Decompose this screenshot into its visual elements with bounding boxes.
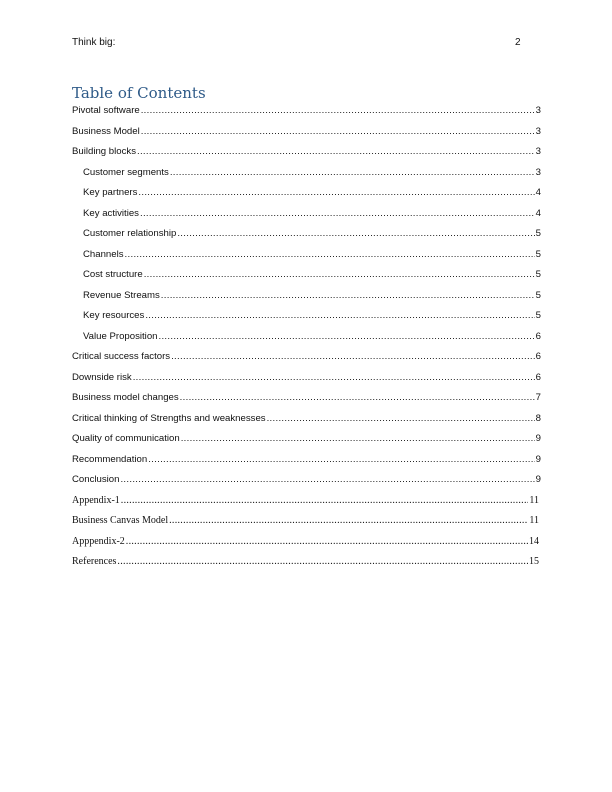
toc-dot-leader [141,125,535,139]
toc-entry-label: Quality of communication [72,433,180,444]
toc-entry-label: Appendix-1 [72,494,120,506]
toc-entry-page: 3 [535,146,541,157]
toc-entry-page: 4 [535,207,541,219]
toc-entry-label: Apppendix-2 [72,535,125,547]
toc-entry[interactable] [72,125,541,139]
toc-entry-page: 5 [535,289,541,301]
toc-entry-label: Customer segments [83,166,169,178]
toc-entry-label: Downside risk [72,371,132,383]
toc-entry-label: Revenue Streams [83,289,160,301]
toc-entry-page: 6 [535,371,541,383]
toc-dot-leader [137,145,535,159]
toc-entry[interactable] [83,248,541,262]
toc-entry-page: 14 [529,535,539,547]
toc-dot-leader [180,391,535,405]
toc-entry-label: Business Model [72,125,140,137]
toc-entry[interactable] [83,227,541,241]
toc-entry[interactable] [83,309,541,323]
toc-entry-label: Recommendation [72,453,148,465]
toc-entry-label: Customer relationship [83,228,177,239]
toc-entry-label: Conclusion [72,474,120,485]
toc-entry-label: Critical thinking of Strengths and weaknesses [72,412,266,424]
toc-entry-page: 9 [535,453,541,465]
toc-dot-leader [170,166,535,180]
page-number: 2 [515,37,521,48]
toc-entry[interactable] [72,145,541,159]
toc-entry-label: Business model changes [72,392,179,403]
toc-dot-leader [126,535,528,549]
toc-entry-page: 5 [535,248,541,260]
toc-dot-leader [138,186,534,200]
toc-entry-label: Channels [83,248,124,260]
toc-dot-leader [145,309,534,323]
toc-heading: Table of Contents [72,84,206,102]
toc-entry-page: 5 [535,269,541,280]
toc-entry-label: Pivotal software [72,105,140,116]
toc-entry-label: Key partners [83,187,138,198]
toc-dot-leader [121,494,529,508]
toc-entry[interactable] [83,207,541,221]
running-header-title: Think big: [72,37,116,48]
toc-dot-leader [159,330,535,344]
toc-entry[interactable] [72,453,541,467]
toc-entry-page: 5 [535,228,541,239]
toc-entry[interactable] [72,432,541,446]
toc-entry-label: Business Canvas Model [72,515,169,526]
toc-entry[interactable] [72,555,539,569]
toc-entry-label: Critical success factors [72,351,171,362]
toc-entry-page: 11 [529,515,539,526]
toc-entry[interactable] [72,371,541,385]
toc-dot-leader [117,555,528,569]
toc-entry[interactable] [72,412,541,426]
toc-entry-page: 15 [529,556,539,567]
toc-entry[interactable] [83,186,541,200]
toc-dot-leader [181,432,535,446]
toc-dot-leader [125,248,535,262]
toc-dot-leader [141,104,535,118]
toc-entry[interactable] [72,391,541,405]
toc-entry-label: Value Proposition [83,330,158,342]
toc-entry[interactable] [72,494,539,508]
toc-dot-leader [169,514,528,528]
toc-dot-leader [120,473,534,487]
toc-entry-page: 6 [535,351,541,362]
toc-entry[interactable] [72,473,541,487]
toc-dot-leader [140,207,535,221]
toc-entry-label: Cost structure [83,269,143,280]
toc-entry-page: 3 [535,125,541,137]
toc-dot-leader [171,350,535,364]
toc-entry-label: Building blocks [72,146,136,157]
toc-dot-leader [148,453,534,467]
toc-entry[interactable] [72,104,541,118]
toc-entry[interactable] [83,166,541,180]
toc-entry-page: 9 [535,433,541,444]
toc-entry[interactable] [72,350,541,364]
toc-dot-leader [177,227,534,241]
toc-entry-page: 9 [535,474,541,485]
toc-entry-page: 4 [535,187,541,198]
toc-dot-leader [161,289,535,303]
toc-entry-label: References [72,556,117,567]
toc-dot-leader [133,371,535,385]
toc-entry-label: Key resources [83,310,145,321]
toc-entry[interactable] [83,268,541,282]
toc-entry[interactable] [83,330,541,344]
toc-entry-page: 5 [535,310,541,321]
toc-entry-page: 6 [535,330,541,342]
toc-dot-leader [144,268,535,282]
toc-entry-page: 11 [529,494,539,506]
toc-entry-page: 8 [535,412,541,424]
toc-entry[interactable] [72,514,539,528]
toc-entry-page: 3 [535,105,541,116]
toc-entry-page: 3 [535,166,541,178]
toc-entry-page: 7 [535,392,541,403]
toc-entry[interactable] [72,535,539,549]
toc-entry-label: Key activities [83,207,139,219]
toc-entry[interactable] [83,289,541,303]
toc-dot-leader [267,412,535,426]
